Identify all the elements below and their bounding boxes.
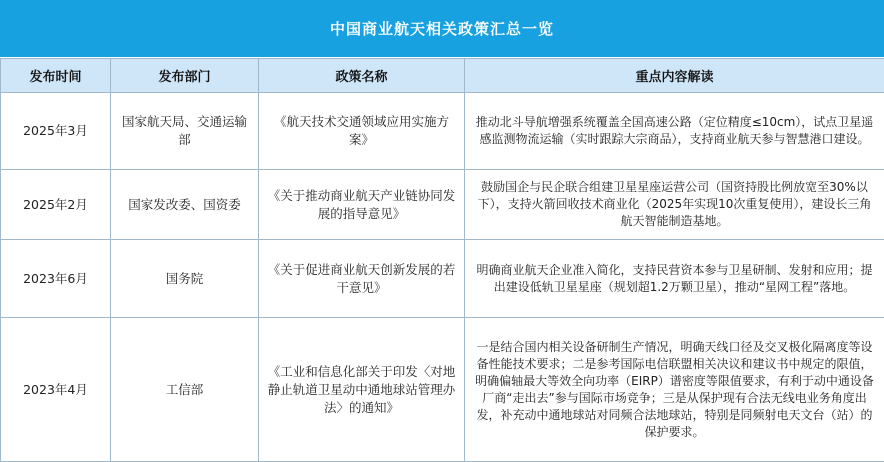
cell-dept: 国务院: [111, 240, 259, 318]
header-policy: 政策名称: [259, 59, 465, 93]
cell-detail: 明确商业航天企业准入简化，支持民营资本参与卫星研制、发射和应用；提出建设低轨卫星星座（规划超1.2万颗卫星），推动“星网工程”落地。: [465, 240, 884, 318]
cell-date: 2025年3月: [1, 93, 111, 170]
cell-date: 2023年6月: [1, 240, 111, 318]
table-row: [1, 240, 884, 318]
cell-policy: 《关于促进商业航天创新发展的若干意见》: [259, 240, 465, 318]
cell-dept: 国家发改委、国资委: [111, 170, 259, 240]
cell-policy: 《工业和信息化部关于印发〈对地静止轨道卫星动中通地球站管理办法〉的通知》: [259, 318, 465, 462]
cell-detail: 鼓励国企与民企联合组建卫星星座运营公司（国资持股比例放宽至30%以下），支持火箭回收技术商业化（2025年实现10次重复使用），建设长三角航天智能制造基地。: [465, 170, 884, 240]
table-row: [1, 93, 884, 170]
cell-dept: 工信部: [111, 318, 259, 462]
cell-detail: 一是结合国内相关设备研制生产情况，明确天线口径及交叉极化隔离度等设备性能技术要求；二是参考国际电信联盟相关决议和建议书中规定的限值，明确偏轴最大等效全向功率（EIRP）谱密度等限值要求，有利于动中通设备厂商“走出去”参与国际市场竞争；三是从保护现有合法无线电业务角度出发，补充动中通地球站对同频合法地球站，特别是同频射电天文台（站）的保护要求。: [465, 318, 884, 462]
cell-date: 2025年2月: [1, 170, 111, 240]
table-title: 中国商业航天相关政策汇总一览: [0, 0, 884, 58]
header-dept: 发布部门: [111, 59, 259, 93]
cell-detail: 推动北斗导航增强系统覆盖全国高速公路（定位精度≤10cm），试点卫星遥感监测物流运输（实时跟踪大宗商品），支持商业航天参与智慧港口建设。: [465, 93, 884, 170]
cell-date: 2023年4月: [1, 318, 111, 462]
policy-table: [0, 58, 884, 462]
header-date: 发布时间: [1, 59, 111, 93]
table-row: [1, 170, 884, 240]
cell-dept: 国家航天局、交通运输部: [111, 93, 259, 170]
cell-policy: 《关于推动商业航天产业链协同发展的指导意见》: [259, 170, 465, 240]
cell-policy: 《航天技术交通领域应用实施方案》: [259, 93, 465, 170]
table-row: [1, 318, 884, 462]
header-detail: 重点内容解读: [465, 59, 884, 93]
header-row: [1, 59, 884, 93]
